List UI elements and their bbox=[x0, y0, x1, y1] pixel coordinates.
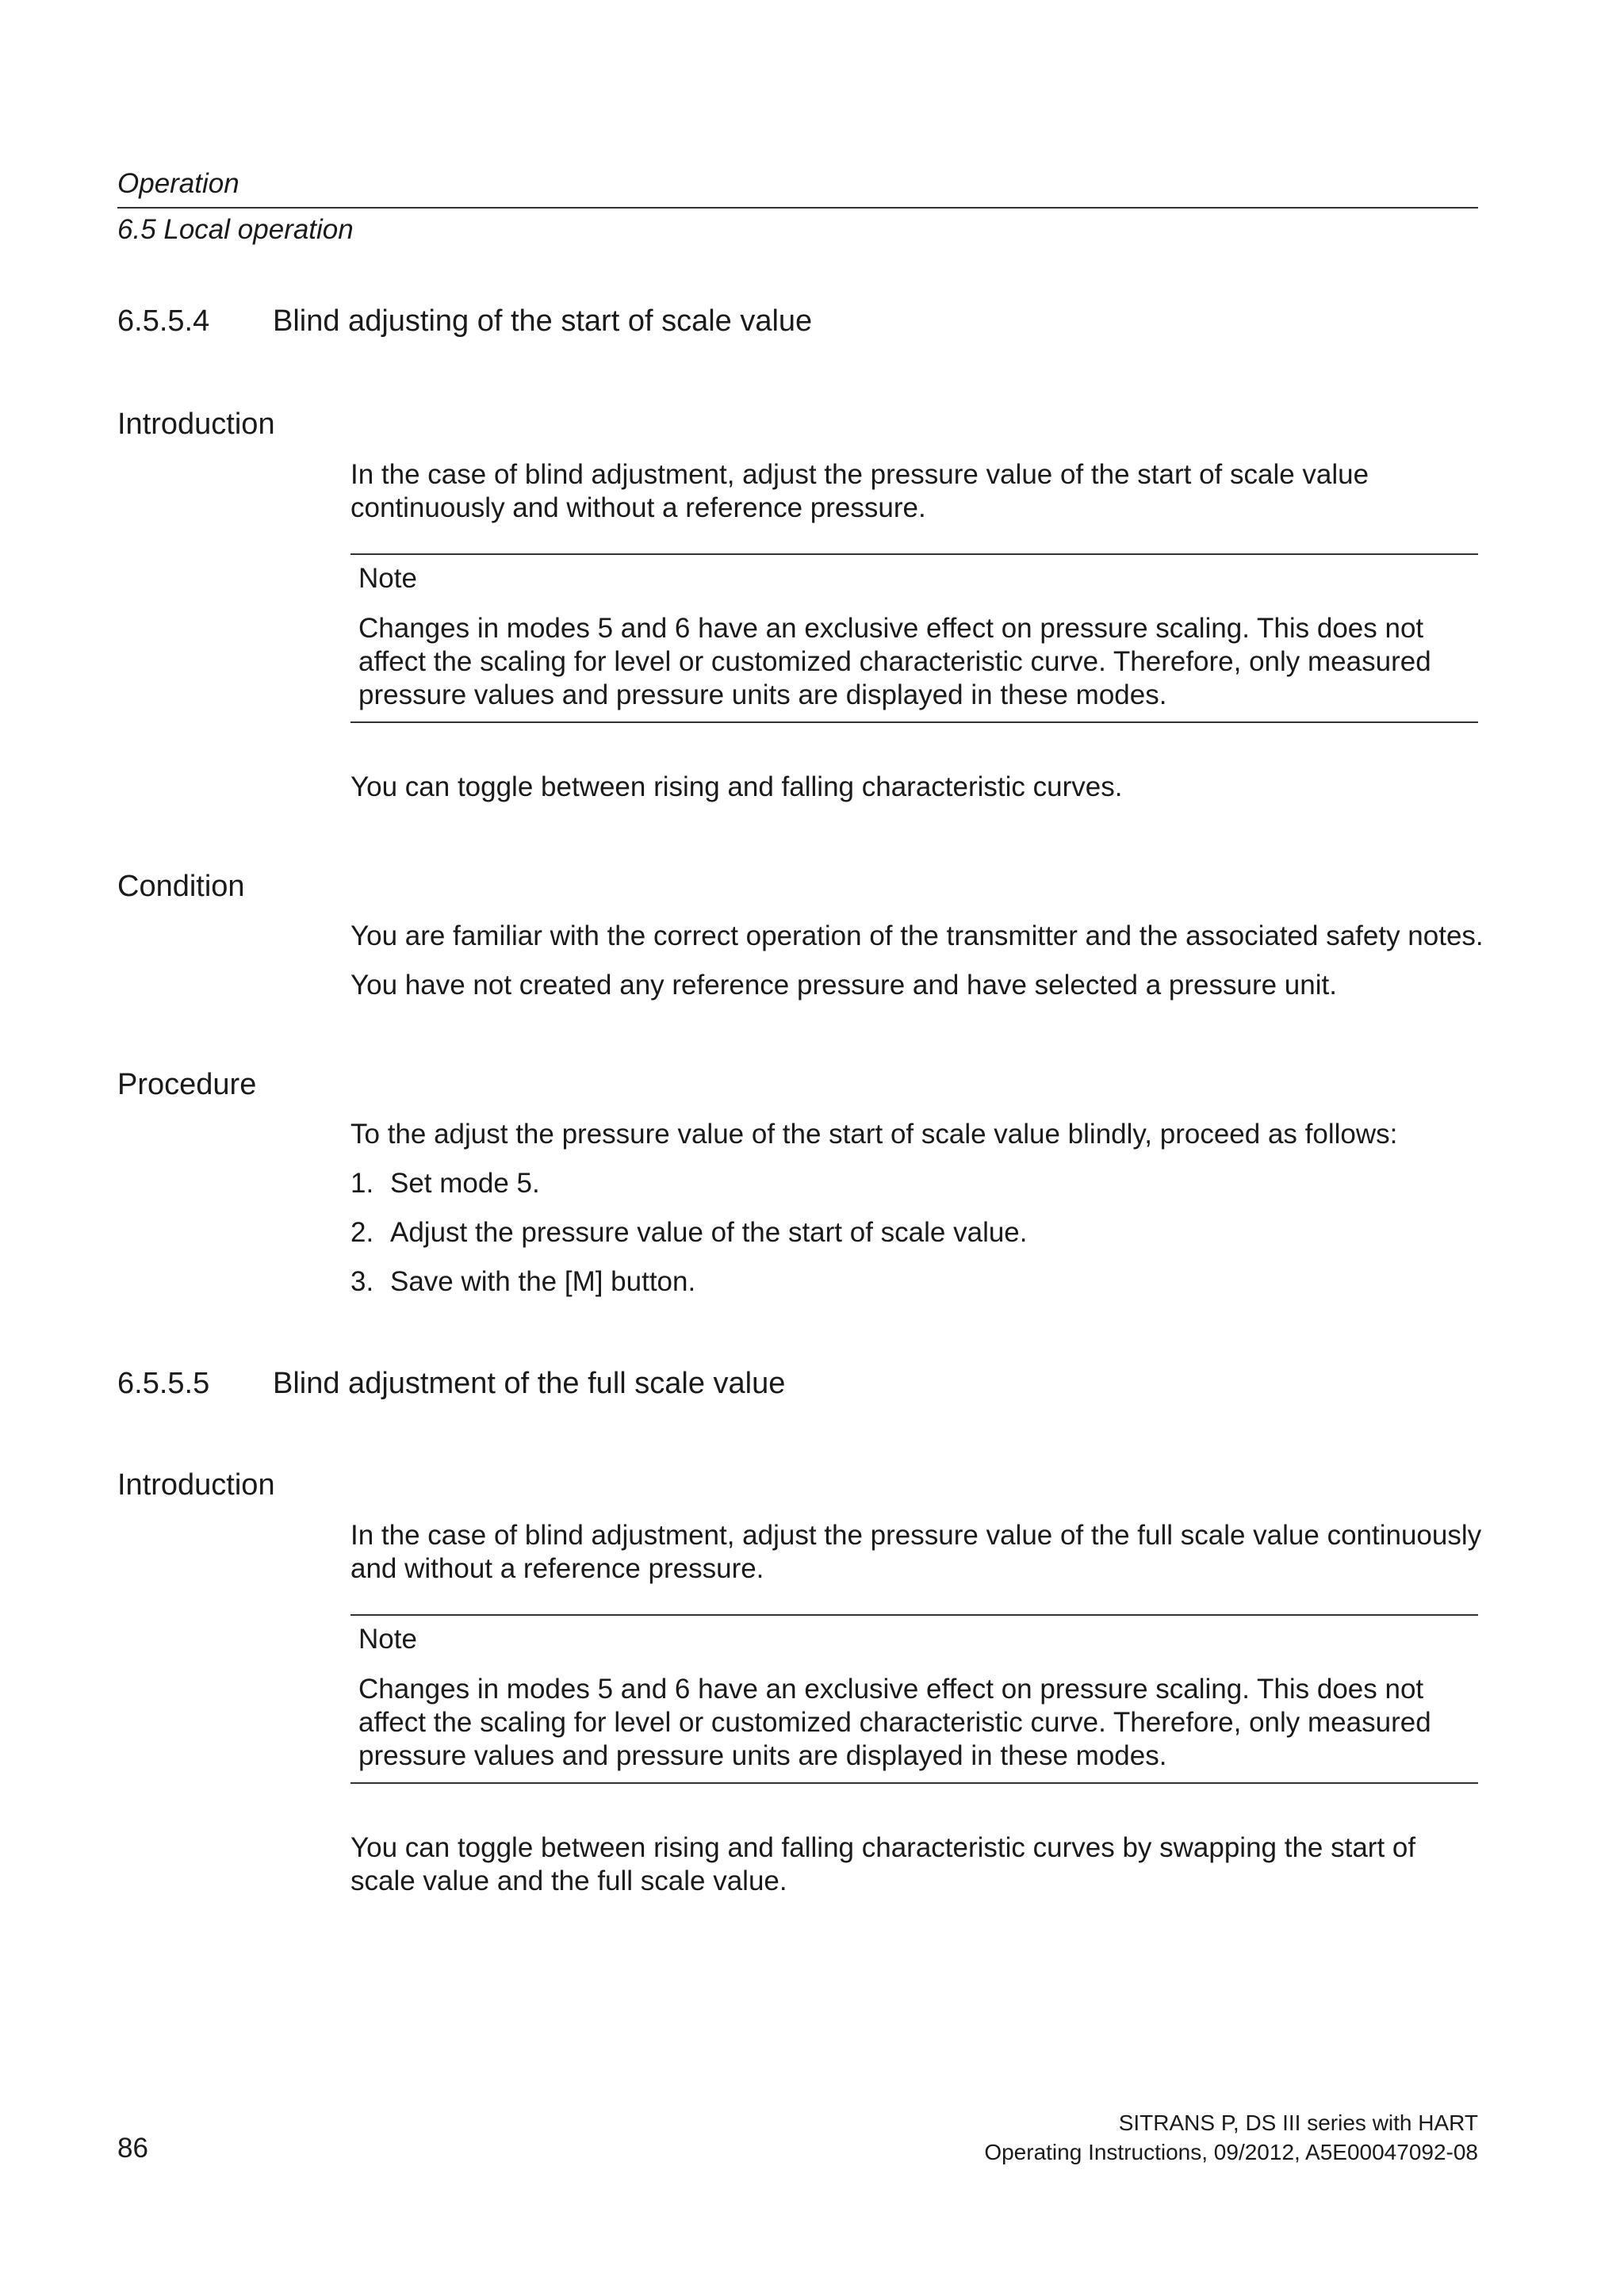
section-title-2: Blind adjustment of the full scale value bbox=[273, 1367, 786, 1400]
condition-paragraph-1: You are familiar with the correct operation of the transmitter and the associated safety notes. bbox=[350, 920, 1484, 951]
note-text-1: Changes in modes 5 and 6 have an exclusive effect on pressure scaling. This does not affect the scaling for level or customized characteristic curve. Therefore, only measured pressure values and pressure units are displayed in these modes. bbox=[358, 613, 1431, 710]
intro-paragraph-1: In the case of blind adjustment, adjust the pressure value of the start of scale value continuously and without a reference pressure. bbox=[350, 459, 1369, 523]
running-header-chapter: Operation bbox=[117, 168, 239, 199]
procedure-step bbox=[350, 1265, 695, 1299]
note-label-1: Note bbox=[358, 563, 417, 594]
procedure-step bbox=[350, 1216, 1028, 1249]
step-number: 2. bbox=[350, 1217, 374, 1248]
toggle-paragraph-1: You can toggle between rising and falling characteristic curves. bbox=[350, 771, 1123, 802]
condition-paragraph-2: You have not created any reference pressure and have selected a pressure unit. bbox=[350, 970, 1337, 1001]
subheading-condition: Condition bbox=[117, 870, 245, 903]
step-number: 3. bbox=[350, 1266, 374, 1297]
footer-doc-info: Operating Instructions, 09/2012, A5E00047092-08 bbox=[984, 2140, 1478, 2164]
toggle-paragraph-2: You can toggle between rising and falling characteristic curves by swapping the start of scale value and the full scale value. bbox=[350, 1832, 1416, 1896]
note-text-2: Changes in modes 5 and 6 have an exclusive effect on pressure scaling. This does not affect the scaling for level or customized characteristic curve. Therefore, only measured pressure values and pressure units are displayed in these modes. bbox=[358, 1674, 1431, 1771]
step-text: Adjust the pressure value of the start of scale value. bbox=[390, 1217, 1028, 1248]
step-text: Save with the [M] button. bbox=[390, 1266, 696, 1297]
procedure-step bbox=[350, 1167, 540, 1200]
note-label-2: Note bbox=[358, 1624, 417, 1655]
subheading-introduction-1: Introduction bbox=[117, 408, 275, 441]
header-rule bbox=[117, 207, 1478, 209]
page-number: 86 bbox=[117, 2133, 148, 2164]
subheading-procedure: Procedure bbox=[117, 1068, 257, 1101]
note-box-2 bbox=[350, 1614, 1478, 1784]
intro-paragraph-2: In the case of blind adjustment, adjust the pressure value of the full scale value continuously and without a reference pressure. bbox=[350, 1520, 1482, 1584]
procedure-intro: To the adjust the pressure value of the start of scale value blindly, proceed as follows: bbox=[350, 1119, 1398, 1150]
subheading-introduction-2: Introduction bbox=[117, 1468, 275, 1502]
note-box-1 bbox=[350, 553, 1478, 723]
footer-product: SITRANS P, DS III series with HART bbox=[1118, 2110, 1478, 2135]
running-header-section: 6.5 Local operation bbox=[117, 214, 354, 245]
step-text: Set mode 5. bbox=[390, 1168, 540, 1199]
section-number-2: 6.5.5.5 bbox=[117, 1367, 210, 1400]
section-title-1: Blind adjusting of the start of scale value bbox=[273, 304, 813, 338]
section-number-1: 6.5.5.4 bbox=[117, 304, 210, 338]
step-number: 1. bbox=[350, 1168, 374, 1199]
